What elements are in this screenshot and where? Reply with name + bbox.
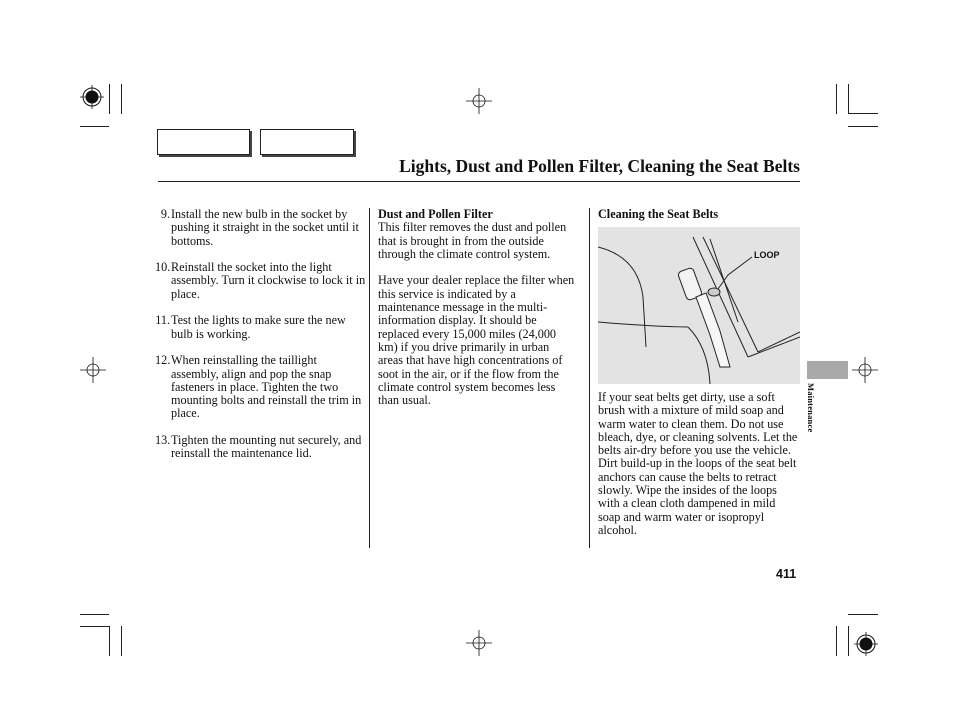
list-item bbox=[155, 313, 366, 341]
nav-box-contents[interactable] bbox=[157, 129, 250, 155]
seat-belt-illustration bbox=[598, 227, 800, 384]
figure-label: LOOP bbox=[754, 250, 780, 260]
crosshair-icon bbox=[466, 88, 492, 114]
step-text: Tighten the mounting nut securely, and reinstall the maintenance lid. bbox=[171, 433, 362, 461]
registration-target-icon bbox=[854, 632, 878, 656]
paragraph: This filter removes the dust and pollen that is brought in from the outside through the climate control system. bbox=[378, 220, 567, 261]
step-number: 11. bbox=[155, 313, 170, 328]
list-item bbox=[155, 433, 366, 461]
page-title: Lights, Dust and Pollen Filter, Cleaning the Seat Belts bbox=[399, 156, 800, 176]
crosshair-icon bbox=[80, 357, 106, 383]
section-tab[interactable] bbox=[807, 361, 848, 379]
paragraph: If your seat belts get dirty, use a soft brush with a mixture of mild soap and warm water to clean them. Do not use bleach, dye, or cleaning solvents. Let the belts air-dry before you use the vehicle. bbox=[598, 390, 798, 458]
list-item bbox=[155, 353, 366, 421]
step-number: 9. bbox=[160, 207, 170, 221]
step-text: When reinstalling the taillight assembly, align and pop the snap fasteners in place. Tighten the two mounting bolts and reinstall the trim in place. bbox=[171, 353, 362, 421]
section-heading: Cleaning the Seat Belts bbox=[598, 207, 719, 221]
crosshair-icon bbox=[466, 630, 492, 656]
paragraph: Dirt build-up in the loops of the seat belt anchors can cause the belts to retract slowly. Wipe the insides of the loops with a clean cloth dampened in mild soap and warm water or isopropyl alcohol. bbox=[598, 456, 797, 537]
paragraph: Have your dealer replace the filter when this service is indicated by a maintenance message in the multi-information display. It should be replaced every 15,000 miles (24,000 km) if you drive primarily in urban areas that have high concentrations of soot in the air, or if the flow from the climate control system becomes less than usual. bbox=[378, 273, 575, 408]
column-filter bbox=[378, 208, 576, 421]
page-number: 411 bbox=[776, 567, 797, 581]
nav-box-index[interactable] bbox=[260, 129, 354, 155]
step-number: 10. bbox=[155, 260, 171, 275]
column-seat-belts bbox=[598, 208, 800, 221]
section-heading: Dust and Pollen Filter bbox=[378, 207, 493, 221]
crosshair-icon bbox=[852, 357, 878, 383]
column-seat-belts-text bbox=[598, 391, 800, 537]
column-divider bbox=[589, 208, 590, 548]
step-text: Reinstall the socket into the light assembly. Turn it clockwise to lock it in place. bbox=[171, 260, 366, 301]
section-tab-label: Maintenance bbox=[806, 383, 816, 433]
step-text: Install the new bulb in the socket by pushing it straight in the socket until it bottoms. bbox=[171, 207, 359, 248]
column-steps bbox=[155, 207, 366, 474]
list-item bbox=[158, 208, 366, 248]
step-number: 12. bbox=[155, 353, 171, 368]
step-text: Test the lights to make sure the new bulb is working. bbox=[171, 313, 346, 341]
column-divider bbox=[369, 208, 370, 548]
registration-target-icon bbox=[80, 85, 104, 109]
title-rule bbox=[158, 181, 800, 182]
step-number: 13. bbox=[155, 433, 171, 448]
list-item bbox=[155, 260, 366, 301]
